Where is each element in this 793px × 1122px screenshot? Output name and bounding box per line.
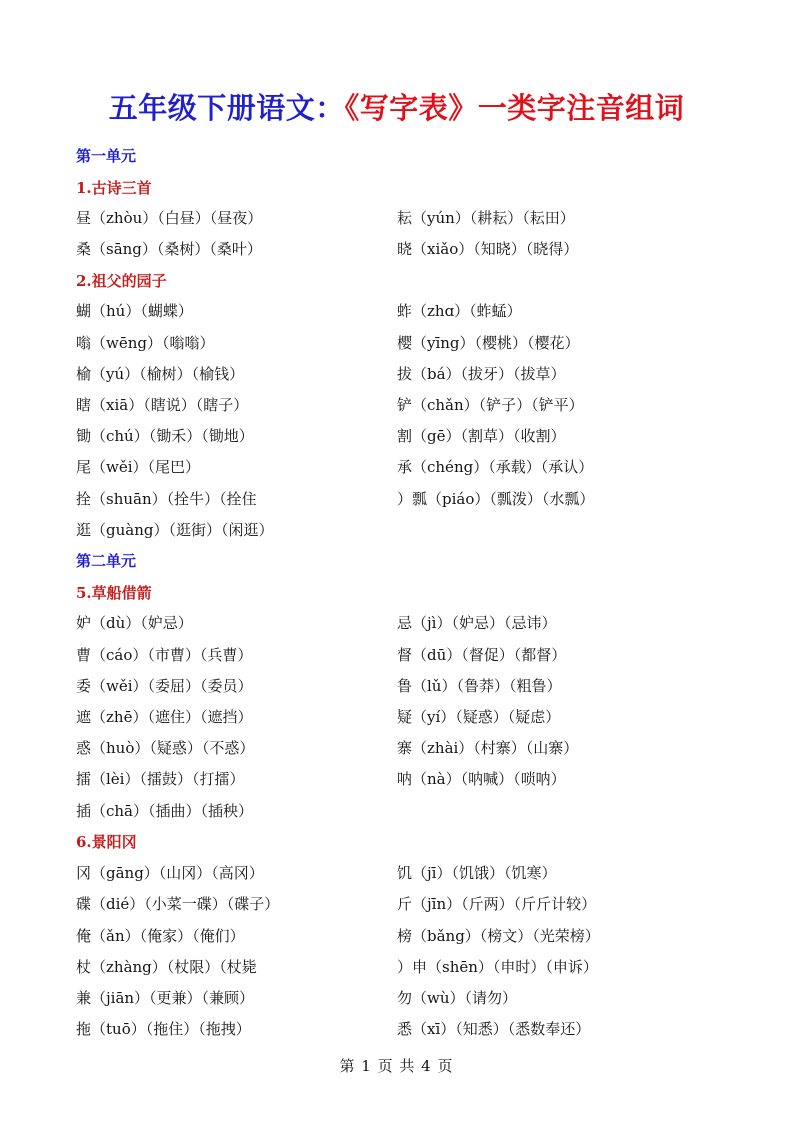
word-entry: 铲（chǎn）（铲子）（铲平） [397,396,584,414]
word-entry: 樱（yīng）（樱桃）（樱花） [397,334,580,352]
word-entry: 惑（huò）（疑惑）（不惑） [76,739,255,757]
word-entry: 呐（nà）（呐喊）（唢呐） [397,770,566,788]
word-entry: 寨（zhài）（村寨）（山寨） [397,739,579,757]
word-entry: 锄（chú）（锄禾）（锄地） [76,427,254,445]
word-entry: 兼（jiān）（更兼）（兼顾） [76,989,255,1007]
word-entry: 嗡（wēng）（嗡嗡） [76,334,215,352]
lesson-heading-6: 6.景阳冈 [76,833,137,851]
word-entry: 督（dū）（督促）（都督） [397,646,567,664]
word-entry: 委（wěi）（委屈）（委员） [76,677,253,695]
word-entry: 俺（ǎn）（俺家）（俺们） [76,927,245,945]
word-entry: 瞎（xiā）（瞎说）（瞎子） [76,396,249,414]
word-entry: 桑（sāng）（桑树）（桑叶） [76,240,262,258]
page-footer: 第 1 页 共 4 页 [339,1057,454,1075]
word-entry: 忌（jì）（妒忌）（忌讳） [397,614,557,632]
word-entry: 晓（xiǎo）（知晓）（晓得） [397,240,579,258]
title-part-2: 《写字表》一类字注音组词 [344,91,685,125]
page-title [0,86,793,127]
word-entry: 鲁（lǔ）（鲁莽）（粗鲁） [397,677,562,695]
word-entry: 拖（tuō）（拖住）（拖拽） [76,1020,251,1038]
word-entry: 斤（jīn）（斤两）（斤斤计较） [397,895,597,913]
word-entry: 承（chéng）（承载）（承认） [397,458,594,476]
word-entry: 遮（zhē）（遮住）（遮挡） [76,708,253,726]
word-entry: 蝴（hú）（蝴蝶） [76,302,193,320]
word-entry: ）申（shēn）（申时）（申诉） [397,958,598,976]
word-entry: 冈（gāng）（山冈）（高冈） [76,864,264,882]
word-entry: 悉（xī）（知悉）（悉数奉还） [397,1020,591,1038]
word-entry: 碟（dié）（小菜一碟）（碟子） [76,895,280,913]
word-entry: 蚱（zhɑ）（蚱蜢） [397,302,522,320]
word-entry: 尾（wěi）（尾巴） [76,458,201,476]
word-entry: 耘（yún）（耕耘）（耘田） [397,209,575,227]
word-entry: 割（gē）（割草）（收割） [397,427,566,445]
word-entry: 拴（shuān）（拴牛）（拴住 [76,490,257,508]
word-entry: 曹（cáo）（市曹）（兵曹） [76,646,253,664]
word-entry: 逛（guàng）（逛街）（闲逛） [76,521,274,539]
word-entry: 妒（dù）（妒忌） [76,614,193,632]
word-entry: 榆（yú）（榆树）（榆钱） [76,365,245,383]
word-entry: 勿（wù）（请勿） [397,989,518,1007]
word-entry: 擂（lèi）（擂鼓）（打擂） [76,770,245,788]
word-entry: ）瓢（piáo）（瓢泼）（水瓢） [397,490,595,508]
word-entry: 疑（yí）（疑惑）（疑虑） [397,708,561,726]
word-entry: 杖（zhàng）（杖限）（杖毙 [76,958,257,976]
title-part-1: 五年级下册语文： [108,91,345,125]
word-entry: 饥（jī）（饥饿）（饥寒） [397,864,557,882]
unit-heading-2: 第二单元 [76,552,137,570]
unit-heading-1: 第一单元 [76,147,137,165]
word-entry: 昼（zhòu）（白昼）（昼夜） [76,209,263,227]
lesson-heading-2: 2.祖父的园子 [76,272,167,290]
lesson-heading-5: 5.草船借箭 [76,584,152,602]
word-entry: 榜（bǎng）（榜文）（光荣榜） [397,927,600,945]
word-entry: 拔（bá）（拔牙）（拔草） [397,365,566,383]
word-entry: 插（chā）（插曲）（插秧） [76,802,254,820]
lesson-heading-1: 1.古诗三首 [76,179,152,197]
